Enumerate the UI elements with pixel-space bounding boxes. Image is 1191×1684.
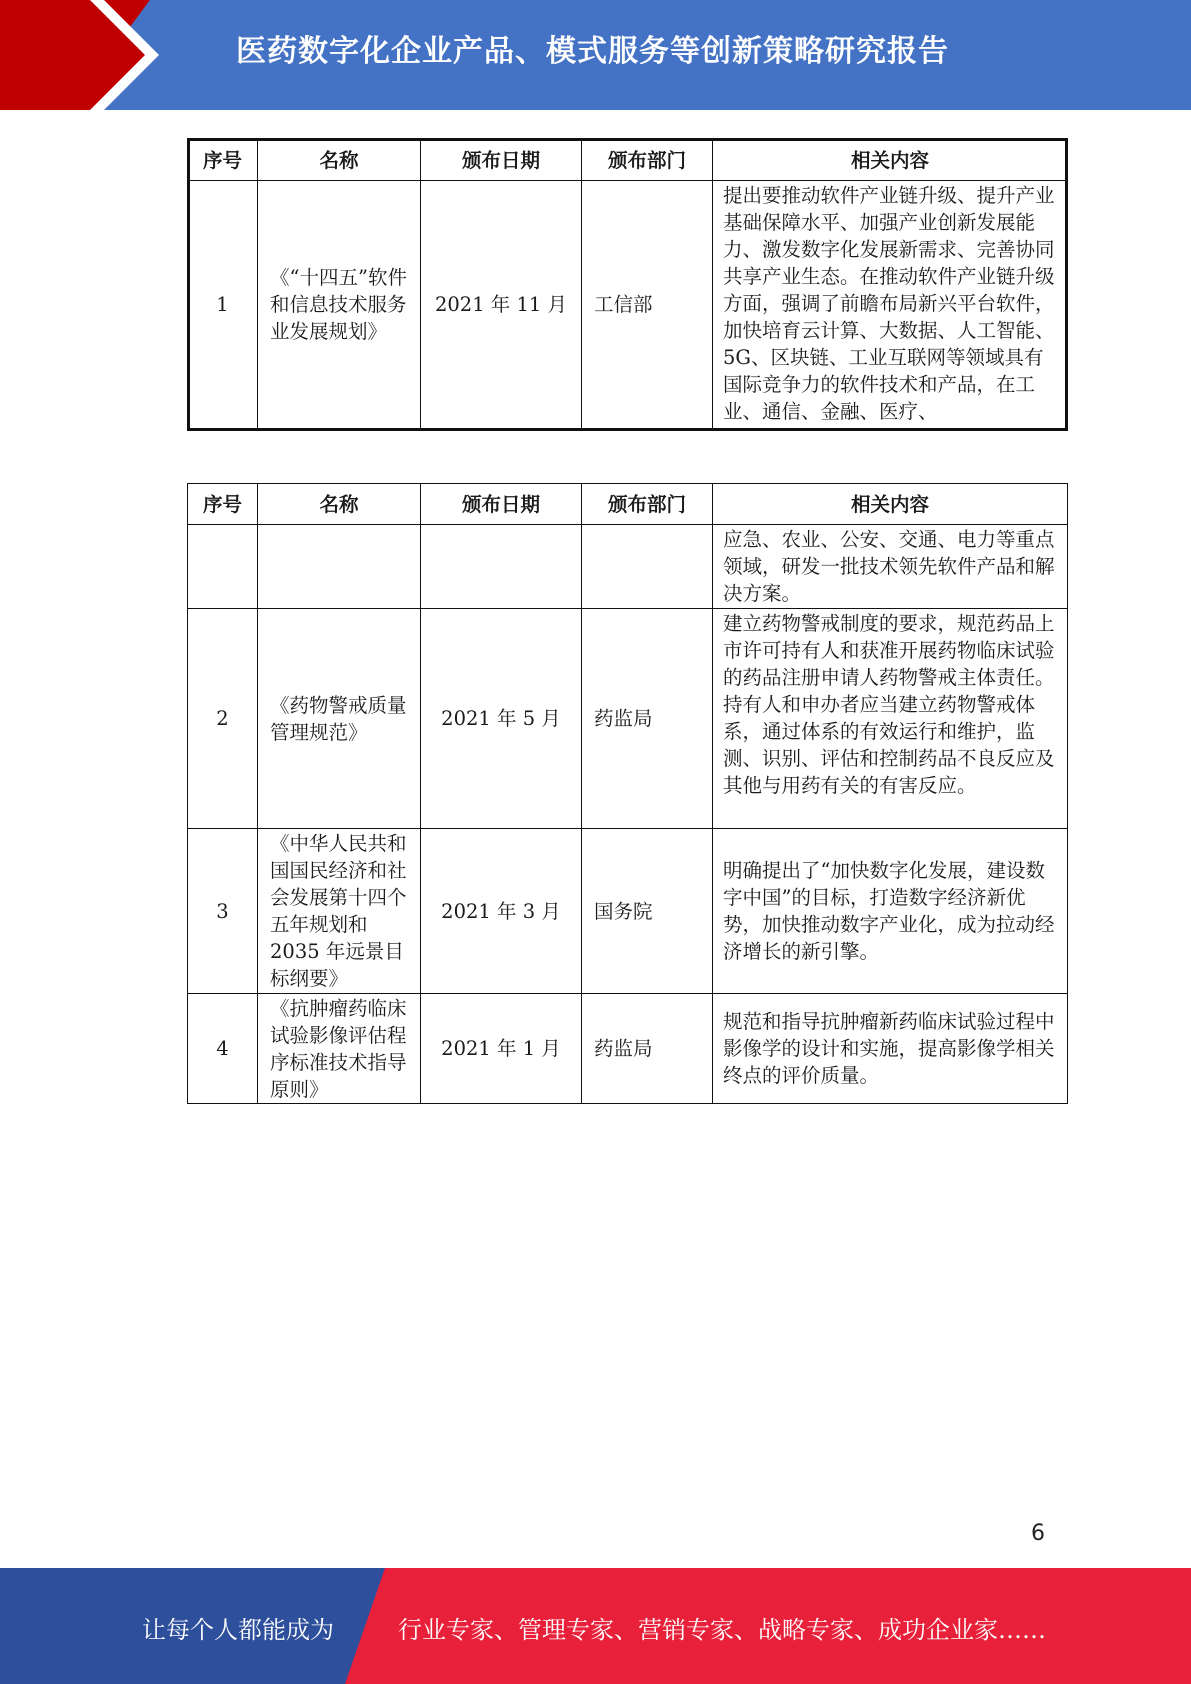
- row-dept: [582, 525, 713, 609]
- row-content: 提出要推动软件产业链升级、提升产业基础保障水平、加强产业创新发展能力、激发数字化发展新需求、完善协同共享产业生态。在推动软件产业链升级方面，强调了前瞻布局新兴平台软件，加快培育云计算、大数据、人工智能、5G、区块链、工业互联网等领域具有国际竞争力的软件技术和产品，在工业、通信、金融、医疗、: [713, 181, 1068, 429]
- row-date: 2021 年 3 月: [421, 829, 582, 994]
- table-row: [188, 525, 1068, 609]
- col-header-date: 颁布日期: [421, 140, 582, 181]
- row-name-text: 《抗肿瘤药临床试验影像评估程序标准技术指导原则》: [270, 996, 407, 1101]
- row-dept: 药监局: [582, 994, 713, 1104]
- row-name-text: 《药物警戒质量管理规范》: [270, 693, 407, 744]
- row-index: 2: [188, 609, 258, 829]
- row-date: 2021 年 11 月: [421, 181, 582, 429]
- col-header-content: 相关内容: [713, 140, 1068, 181]
- col-header-index: 序号: [188, 484, 258, 525]
- row-name: [258, 609, 421, 829]
- row-name-text: 《“十四五”软件和信息技术服务业发展规划》: [270, 266, 407, 343]
- row-content: 明确提出了“加快数字化发展，建设数字中国”的目标，打造数字经济新优势，加快推动数字产业化，成为拉动经济增长的新引擎。: [713, 829, 1068, 994]
- report-title: 医药数字化企业产品、模式服务等创新策略研究报告: [236, 34, 949, 69]
- row-content: 规范和指导抗肿瘤新药临床试验过程中影像学的设计和实施，提高影像学相关终点的评价质量。: [713, 994, 1068, 1104]
- table-row: [188, 181, 1068, 429]
- row-index: 1: [188, 181, 258, 429]
- row-content: 应急、农业、公安、交通、电力等重点领域，研发一批技术领先软件产品和解决方案。: [713, 525, 1068, 609]
- page-number: 6: [1031, 1521, 1045, 1546]
- row-name: [258, 829, 421, 994]
- row-dept: 工信部: [582, 181, 713, 429]
- table-row: [188, 609, 1068, 829]
- row-dept: 药监局: [582, 609, 713, 829]
- col-header-dept: 颁布部门: [582, 484, 713, 525]
- row-name: [258, 525, 421, 609]
- row-dept: 国务院: [582, 829, 713, 994]
- row-index: 4: [188, 994, 258, 1104]
- table-row: [188, 994, 1068, 1104]
- table-header-row: [188, 140, 1068, 181]
- col-header-content: 相关内容: [713, 484, 1068, 525]
- row-index: [188, 525, 258, 609]
- footer-slogan-right: 行业专家、管理专家、营销专家、战略专家、成功企业家……: [398, 1616, 1046, 1644]
- col-header-index: 序号: [188, 140, 258, 181]
- row-content: 建立药物警戒制度的要求，规范药品上市许可持有人和获准开展药物临床试验的药品注册申请人药物警戒主体责任。持有人和申办者应当建立药物警戒体系，通过体系的有效运行和维护，监测、识别、评估和控制药品不良反应及其他与用药有关的有害反应。: [713, 609, 1068, 829]
- table-header-row: [188, 484, 1068, 525]
- footer-slogan-left: 让每个人都能成为: [142, 1616, 334, 1644]
- report-header: [0, 0, 1191, 110]
- row-date: 2021 年 5 月: [421, 609, 582, 829]
- row-name-text: 《中华人民共和国国民经济和社会发展第十四个五年规划和 2035 年远景目标纲要》: [270, 832, 407, 990]
- col-header-name: 名称: [258, 484, 421, 525]
- header-chevron-decoration: [0, 0, 200, 110]
- row-date: [421, 525, 582, 609]
- row-name: [258, 181, 421, 429]
- policy-table-1: [187, 139, 1068, 429]
- policy-table-2: [187, 483, 1068, 1104]
- row-name: [258, 994, 421, 1104]
- row-index: 3: [188, 829, 258, 994]
- col-header-dept: 颁布部门: [582, 140, 713, 181]
- table-row: [188, 829, 1068, 994]
- report-footer: [0, 1568, 1191, 1684]
- row-date: 2021 年 1 月: [421, 994, 582, 1104]
- col-header-date: 颁布日期: [421, 484, 582, 525]
- col-header-name: 名称: [258, 140, 421, 181]
